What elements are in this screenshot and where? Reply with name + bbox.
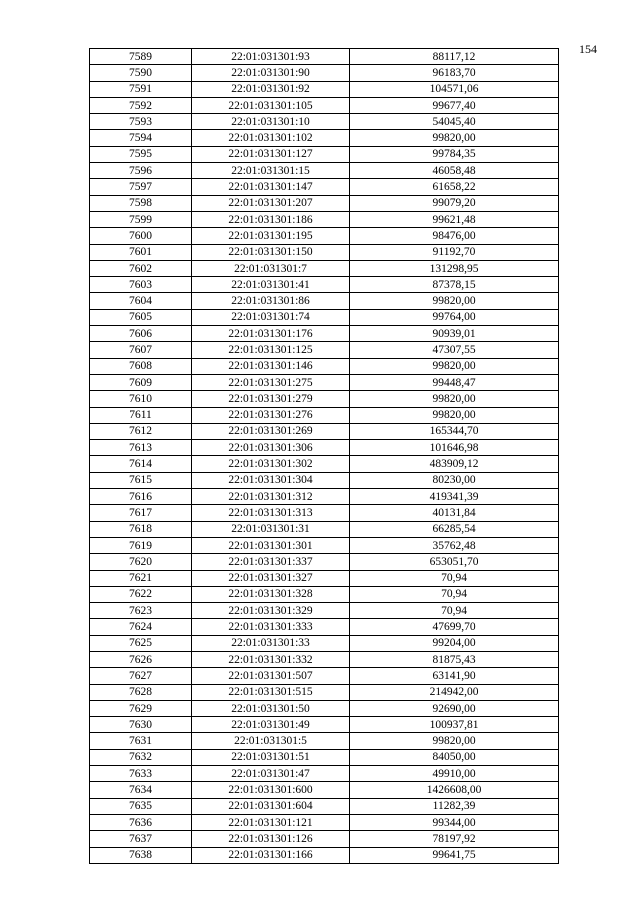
row-number-cell: 7589 [90, 49, 192, 65]
cadastral-number-cell: 22:01:031301:327 [192, 570, 350, 586]
table-row [90, 635, 559, 651]
table-row [90, 440, 559, 456]
table-row [90, 146, 559, 162]
table-row [90, 717, 559, 733]
value-cell: 66285,54 [350, 521, 559, 537]
table-row [90, 831, 559, 847]
cadastral-number-cell: 22:01:031301:150 [192, 244, 350, 260]
value-cell: 92690,00 [350, 700, 559, 716]
cadastral-number-cell: 22:01:031301:279 [192, 391, 350, 407]
table-row [90, 391, 559, 407]
value-cell: 70,94 [350, 603, 559, 619]
table-row [90, 798, 559, 814]
table-row [90, 228, 559, 244]
cadastral-number-cell: 22:01:031301:126 [192, 831, 350, 847]
table-row [90, 407, 559, 423]
table-row [90, 766, 559, 782]
row-number-cell: 7628 [90, 684, 192, 700]
value-cell: 90939,01 [350, 326, 559, 342]
cadastral-number-cell: 22:01:031301:147 [192, 179, 350, 195]
value-cell: 84050,00 [350, 749, 559, 765]
cadastral-number-cell: 22:01:031301:10 [192, 114, 350, 130]
row-number-cell: 7626 [90, 651, 192, 667]
row-number-cell: 7595 [90, 146, 192, 162]
row-number-cell: 7631 [90, 733, 192, 749]
cadastral-number-cell: 22:01:031301:125 [192, 342, 350, 358]
table-row [90, 114, 559, 130]
row-number-cell: 7624 [90, 619, 192, 635]
cadastral-number-cell: 22:01:031301:313 [192, 505, 350, 521]
value-cell: 11282,39 [350, 798, 559, 814]
cadastral-number-cell: 22:01:031301:312 [192, 489, 350, 505]
cadastral-number-cell: 22:01:031301:33 [192, 635, 350, 651]
cadastral-number-cell: 22:01:031301:105 [192, 97, 350, 113]
cadastral-number-cell: 22:01:031301:600 [192, 782, 350, 798]
cadastral-number-cell: 22:01:031301:92 [192, 81, 350, 97]
value-cell: 483909,12 [350, 456, 559, 472]
cadastral-number-cell: 22:01:031301:15 [192, 163, 350, 179]
value-cell: 104571,06 [350, 81, 559, 97]
value-cell: 101646,98 [350, 440, 559, 456]
table-row [90, 733, 559, 749]
value-cell: 99448,47 [350, 374, 559, 390]
cadastral-number-cell: 22:01:031301:207 [192, 195, 350, 211]
row-number-cell: 7608 [90, 358, 192, 374]
value-cell: 131298,95 [350, 260, 559, 276]
value-cell: 96183,70 [350, 65, 559, 81]
table-row [90, 130, 559, 146]
value-cell: 99820,00 [350, 391, 559, 407]
table-row [90, 244, 559, 260]
row-number-cell: 7603 [90, 277, 192, 293]
table-row [90, 277, 559, 293]
table-row [90, 358, 559, 374]
value-cell: 70,94 [350, 586, 559, 602]
row-number-cell: 7615 [90, 472, 192, 488]
value-cell: 80230,00 [350, 472, 559, 488]
cadastral-number-cell: 22:01:031301:302 [192, 456, 350, 472]
row-number-cell: 7623 [90, 603, 192, 619]
row-number-cell: 7591 [90, 81, 192, 97]
row-number-cell: 7637 [90, 831, 192, 847]
value-cell: 100937,81 [350, 717, 559, 733]
cadastral-number-cell: 22:01:031301:332 [192, 651, 350, 667]
table-row [90, 81, 559, 97]
row-number-cell: 7594 [90, 130, 192, 146]
value-cell: 99764,00 [350, 309, 559, 325]
row-number-cell: 7635 [90, 798, 192, 814]
cadastral-number-cell: 22:01:031301:5 [192, 733, 350, 749]
cadastral-number-cell: 22:01:031301:127 [192, 146, 350, 162]
table-row [90, 49, 559, 65]
table-row [90, 456, 559, 472]
value-cell: 99344,00 [350, 814, 559, 830]
row-number-cell: 7611 [90, 407, 192, 423]
value-cell: 99641,75 [350, 847, 559, 863]
value-cell: 54045,40 [350, 114, 559, 130]
cadastral-number-cell: 22:01:031301:515 [192, 684, 350, 700]
registry-table [89, 48, 559, 864]
row-number-cell: 7607 [90, 342, 192, 358]
row-number-cell: 7627 [90, 668, 192, 684]
cadastral-number-cell: 22:01:031301:31 [192, 521, 350, 537]
value-cell: 40131,84 [350, 505, 559, 521]
cadastral-number-cell: 22:01:031301:74 [192, 309, 350, 325]
value-cell: 78197,92 [350, 831, 559, 847]
row-number-cell: 7609 [90, 374, 192, 390]
table-row [90, 163, 559, 179]
value-cell: 419341,39 [350, 489, 559, 505]
cadastral-number-cell: 22:01:031301:51 [192, 749, 350, 765]
cadastral-number-cell: 22:01:031301:102 [192, 130, 350, 146]
cadastral-number-cell: 22:01:031301:146 [192, 358, 350, 374]
value-cell: 99784,35 [350, 146, 559, 162]
cadastral-number-cell: 22:01:031301:121 [192, 814, 350, 830]
page-number: 154 [579, 42, 597, 56]
row-number-cell: 7617 [90, 505, 192, 521]
value-cell: 61658,22 [350, 179, 559, 195]
table-row [90, 847, 559, 863]
row-number-cell: 7618 [90, 521, 192, 537]
cadastral-number-cell: 22:01:031301:90 [192, 65, 350, 81]
cadastral-number-cell: 22:01:031301:306 [192, 440, 350, 456]
row-number-cell: 7590 [90, 65, 192, 81]
table-row [90, 211, 559, 227]
row-number-cell: 7613 [90, 440, 192, 456]
value-cell: 63141,90 [350, 668, 559, 684]
cadastral-number-cell: 22:01:031301:47 [192, 766, 350, 782]
table-row [90, 489, 559, 505]
value-cell: 91192,70 [350, 244, 559, 260]
row-number-cell: 7593 [90, 114, 192, 130]
table-row [90, 603, 559, 619]
cadastral-number-cell: 22:01:031301:337 [192, 554, 350, 570]
row-number-cell: 7596 [90, 163, 192, 179]
table-row [90, 537, 559, 553]
value-cell: 1426608,00 [350, 782, 559, 798]
value-cell: 99079,20 [350, 195, 559, 211]
table-row [90, 472, 559, 488]
row-number-cell: 7592 [90, 97, 192, 113]
table-row [90, 309, 559, 325]
table-row [90, 65, 559, 81]
table-row [90, 668, 559, 684]
value-cell: 87378,15 [350, 277, 559, 293]
registry-table-body [90, 49, 559, 864]
table-row [90, 97, 559, 113]
row-number-cell: 7604 [90, 293, 192, 309]
row-number-cell: 7619 [90, 537, 192, 553]
table-row [90, 782, 559, 798]
table-row [90, 326, 559, 342]
cadastral-number-cell: 22:01:031301:301 [192, 537, 350, 553]
table-row [90, 554, 559, 570]
value-cell: 47699,70 [350, 619, 559, 635]
table-row [90, 749, 559, 765]
cadastral-number-cell: 22:01:031301:507 [192, 668, 350, 684]
table-row [90, 619, 559, 635]
cadastral-number-cell: 22:01:031301:86 [192, 293, 350, 309]
row-number-cell: 7598 [90, 195, 192, 211]
table-row [90, 521, 559, 537]
row-number-cell: 7621 [90, 570, 192, 586]
table-row [90, 586, 559, 602]
cadastral-number-cell: 22:01:031301:41 [192, 277, 350, 293]
value-cell: 99820,00 [350, 733, 559, 749]
row-number-cell: 7616 [90, 489, 192, 505]
row-number-cell: 7636 [90, 814, 192, 830]
row-number-cell: 7632 [90, 749, 192, 765]
table-row [90, 293, 559, 309]
cadastral-number-cell: 22:01:031301:186 [192, 211, 350, 227]
value-cell: 35762,48 [350, 537, 559, 553]
value-cell: 165344,70 [350, 423, 559, 439]
table-row [90, 374, 559, 390]
row-number-cell: 7633 [90, 766, 192, 782]
cadastral-number-cell: 22:01:031301:328 [192, 586, 350, 602]
value-cell: 653051,70 [350, 554, 559, 570]
table-row [90, 423, 559, 439]
value-cell: 99820,00 [350, 358, 559, 374]
cadastral-number-cell: 22:01:031301:276 [192, 407, 350, 423]
row-number-cell: 7622 [90, 586, 192, 602]
row-number-cell: 7601 [90, 244, 192, 260]
row-number-cell: 7634 [90, 782, 192, 798]
table-row [90, 179, 559, 195]
row-number-cell: 7597 [90, 179, 192, 195]
table-row [90, 814, 559, 830]
value-cell: 99820,00 [350, 130, 559, 146]
value-cell: 46058,48 [350, 163, 559, 179]
row-number-cell: 7638 [90, 847, 192, 863]
value-cell: 88117,12 [350, 49, 559, 65]
value-cell: 99820,00 [350, 293, 559, 309]
cadastral-number-cell: 22:01:031301:176 [192, 326, 350, 342]
cadastral-number-cell: 22:01:031301:269 [192, 423, 350, 439]
table-row [90, 684, 559, 700]
table-row [90, 260, 559, 276]
value-cell: 99820,00 [350, 407, 559, 423]
cadastral-number-cell: 22:01:031301:195 [192, 228, 350, 244]
row-number-cell: 7612 [90, 423, 192, 439]
row-number-cell: 7600 [90, 228, 192, 244]
value-cell: 47307,55 [350, 342, 559, 358]
cadastral-number-cell: 22:01:031301:275 [192, 374, 350, 390]
value-cell: 99621,48 [350, 211, 559, 227]
row-number-cell: 7625 [90, 635, 192, 651]
value-cell: 99204,00 [350, 635, 559, 651]
value-cell: 81875,43 [350, 651, 559, 667]
row-number-cell: 7602 [90, 260, 192, 276]
row-number-cell: 7605 [90, 309, 192, 325]
value-cell: 70,94 [350, 570, 559, 586]
cadastral-number-cell: 22:01:031301:604 [192, 798, 350, 814]
row-number-cell: 7629 [90, 700, 192, 716]
cadastral-number-cell: 22:01:031301:304 [192, 472, 350, 488]
table-row [90, 651, 559, 667]
table-row [90, 700, 559, 716]
row-number-cell: 7614 [90, 456, 192, 472]
value-cell: 214942,00 [350, 684, 559, 700]
row-number-cell: 7599 [90, 211, 192, 227]
row-number-cell: 7610 [90, 391, 192, 407]
value-cell: 99677,40 [350, 97, 559, 113]
cadastral-number-cell: 22:01:031301:166 [192, 847, 350, 863]
row-number-cell: 7620 [90, 554, 192, 570]
table-row [90, 195, 559, 211]
cadastral-number-cell: 22:01:031301:49 [192, 717, 350, 733]
row-number-cell: 7606 [90, 326, 192, 342]
cadastral-number-cell: 22:01:031301:329 [192, 603, 350, 619]
cadastral-number-cell: 22:01:031301:333 [192, 619, 350, 635]
value-cell: 98476,00 [350, 228, 559, 244]
row-number-cell: 7630 [90, 717, 192, 733]
table-row [90, 570, 559, 586]
table-row [90, 342, 559, 358]
cadastral-number-cell: 22:01:031301:7 [192, 260, 350, 276]
value-cell: 49910,00 [350, 766, 559, 782]
table-row [90, 505, 559, 521]
cadastral-number-cell: 22:01:031301:93 [192, 49, 350, 65]
cadastral-number-cell: 22:01:031301:50 [192, 700, 350, 716]
